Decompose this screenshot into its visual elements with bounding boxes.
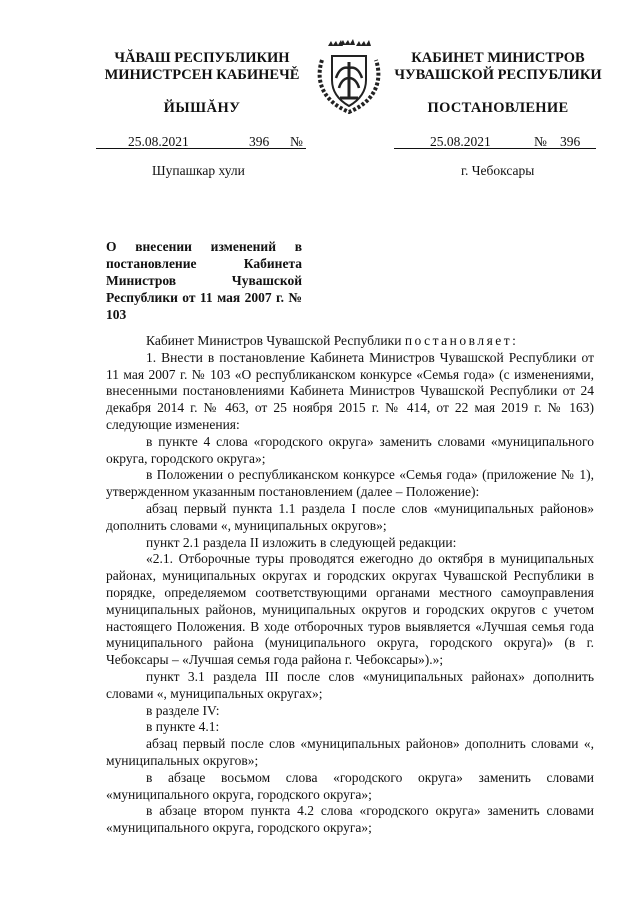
body-paragraph: в абзаце восьмом слова «городского округа» заменить словами «муниципального округа, городского округа»; <box>106 769 594 802</box>
issuer-russian-line1: КАБИНЕТ МИНИСТРОВ <box>411 50 585 66</box>
preamble-verb: постановляет: <box>404 333 519 348</box>
body-paragraph: «2.1. Отборочные туры проводятся ежегодно до октября в муниципальных районах, муниципальных округах и городских округах Чувашской Республики в порядке, определяемом соответствующими органами местного самоуправления муниципальных районов, муниципальных округов и городских округов с учетом настоящего Положения. В ходе отборочных туров выявляется «Лучшая семья года муниципального района (муниципального округа, городского округа)» (в г. Чебоксары – «Лучшая семья года района г. Чебоксары»).»; <box>106 551 594 668</box>
document-subject: О внесении изменений в постановление Кабинета Министров Чувашской Республики от 11 мая 2007 г. № 103 <box>106 239 302 322</box>
body-paragraph: абзац первый пункта 1.1 раздела I после слов «муниципальных районов» дополнить словами «, муниципальных округов»; <box>106 500 594 533</box>
number-sign-right: № <box>534 134 547 149</box>
body-paragraph: в абзаце втором пункта 4.2 слова «городского округа» заменить словами «муниципального округа, городского округа»; <box>106 803 594 836</box>
issuer-chuvash-line1: ЧĂВАШ РЕСПУБЛИКИН <box>114 50 290 66</box>
chuvash-coat-of-arms-icon <box>314 38 384 116</box>
preamble <box>106 333 594 350</box>
number-sign-left: № <box>290 134 303 149</box>
doctype-chuvash: ЙЫШĂНУ <box>163 100 241 116</box>
issuer-russian-line2: ЧУВАШСКОЙ РЕСПУБЛИКИ <box>394 67 602 83</box>
number-right: 396 <box>560 134 581 149</box>
body-paragraph: абзац первый после слов «муниципальных районов» дополнить словами «, муниципальных округов»; <box>106 736 594 768</box>
body-paragraph: в пункте 4.1: <box>146 719 220 735</box>
body-paragraph: в пункте 4 слова «городского округа» заменить словами «муниципального округа, городского округа»; <box>106 433 594 466</box>
place-chuvash: Шупашкар хули <box>152 163 245 178</box>
issuer-chuvash <box>92 50 312 84</box>
body-paragraph: пункт 3.1 раздела III после слов «муниципальных районах» дополнить словами «, муниципальных округах»; <box>106 668 594 701</box>
date-left: 25.08.2021 <box>128 134 189 149</box>
number-left: 396 <box>249 134 270 149</box>
date-right: 25.08.2021 <box>430 134 491 149</box>
body-paragraph: 1. Внести в постановление Кабинета Министров Чувашской Республики от 11 мая 2007 г. № 103 «О республиканском конкурсе «Семья года» (с изменениями, внесенными постановлениями Кабинета Министров Чувашской Республики от 24 декабря 2014 г. № 463, от 25 ноября 2015 г. № 414, от 22 мая 2019 г. № 163) следующие изменения: <box>106 349 594 432</box>
doctype-russian: ПОСТАНОВЛЕНИЕ <box>427 100 569 116</box>
place-russian: г. Чебоксары <box>461 163 535 178</box>
document-body <box>106 333 594 837</box>
body-paragraph: в разделе IV: <box>146 702 220 718</box>
issuer-russian <box>388 50 608 84</box>
body-paragraph: в Положении о республиканском конкурсе «Семья года» (приложение № 1), утвержденном указанным постановлением (далее – Положение): <box>106 467 594 500</box>
body-paragraph: пункт 2.1 раздела II изложить в следующей редакции: <box>146 534 457 550</box>
preamble-text: Кабинет Министров Чувашской Республики <box>146 333 402 348</box>
issuer-chuvash-line2: МИНИСТРСЕН КАБИНЕЧĚ <box>104 67 300 83</box>
